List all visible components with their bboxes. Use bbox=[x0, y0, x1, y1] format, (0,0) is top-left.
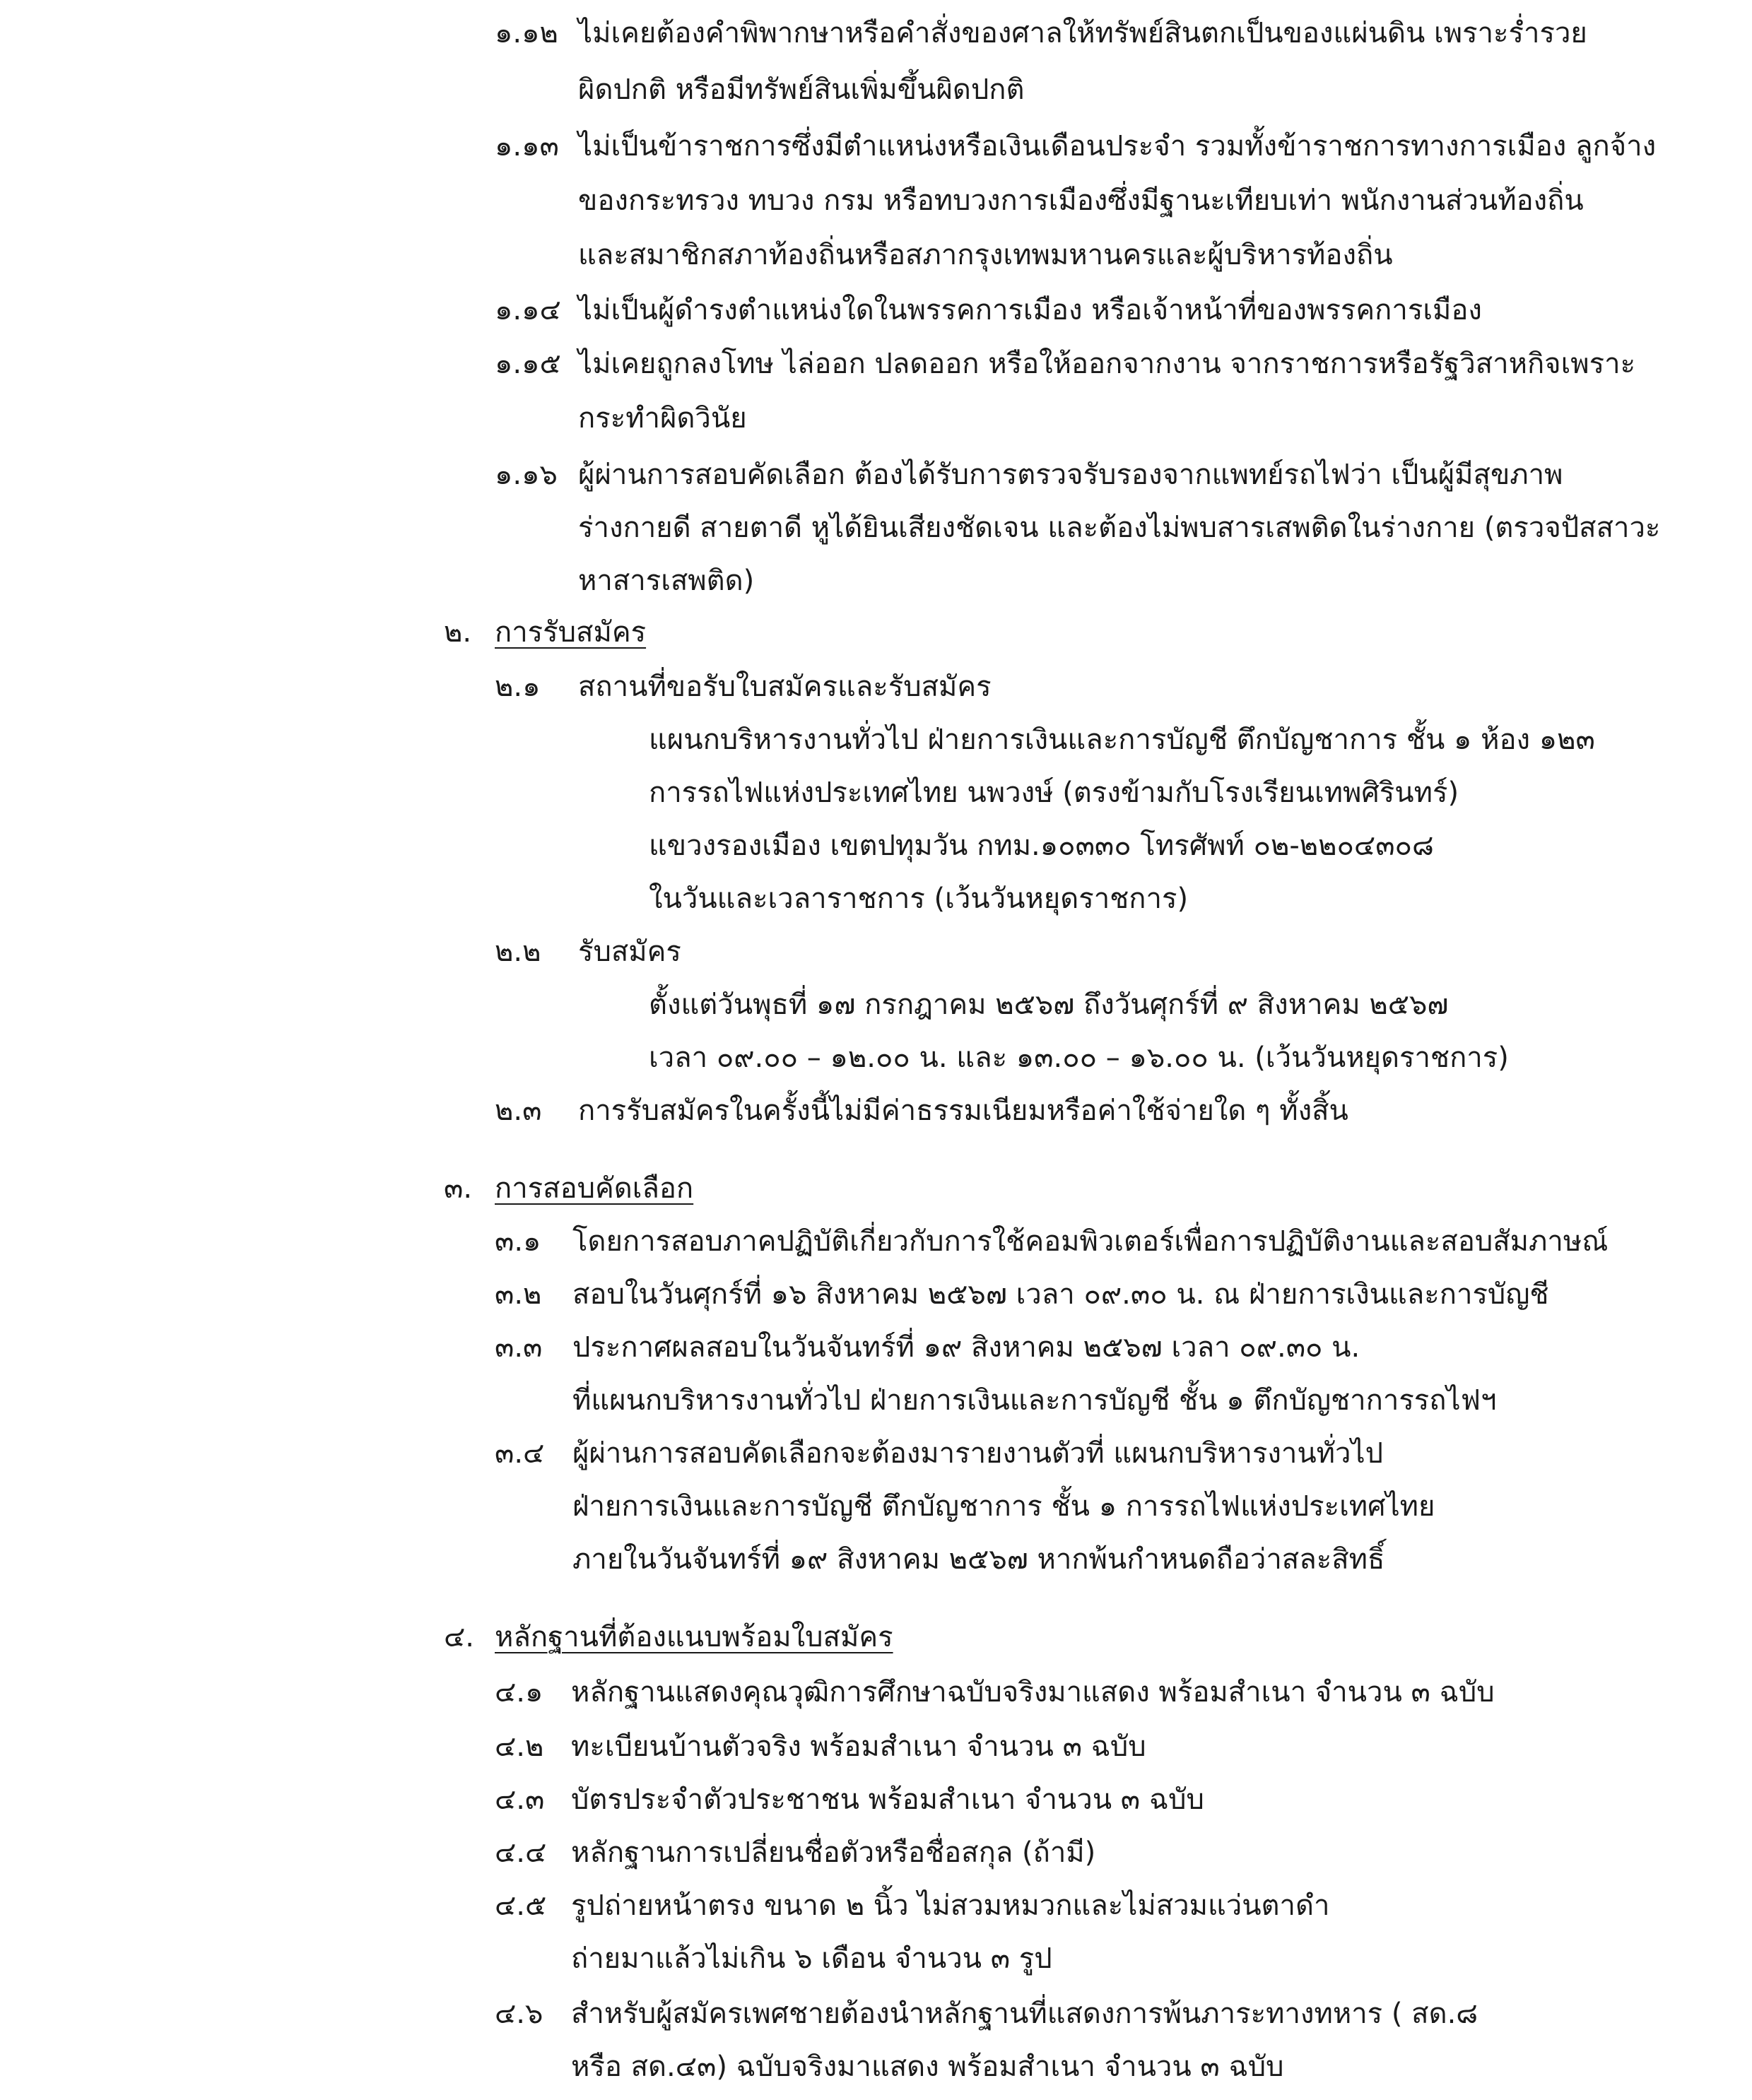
period-line: เวลา ๐๙.๐๐ – ๑๒.๐๐ น. และ ๑๓.๐๐ – ๑๖.๐๐ น. (เว้นวันหยุดราชการ) bbox=[649, 1042, 1509, 1074]
item-text: สอบในวันศุกร์ที่ ๑๖ สิงหาคม ๒๕๖๗ เวลา ๐๙.๓๐ น. ณ ฝ่ายการเงินและการบัญชี bbox=[572, 1278, 1549, 1311]
item-text: กระทำผิดวินัย bbox=[578, 402, 747, 435]
item-number: ๒.๓ bbox=[495, 1095, 542, 1127]
item-text: ร่างกายดี สายตาดี หูได้ยินเสียงชัดเจน และต้องไม่พบสารเสพติดในร่างกาย (ตรวจปัสสาวะ bbox=[578, 512, 1661, 544]
item-text: ทะเบียนบ้านตัวจริง พร้อมสำเนา จำนวน ๓ ฉบับ bbox=[571, 1730, 1146, 1763]
item-text: ผู้ผ่านการสอบคัดเลือก ต้องได้รับการตรวจรับรองจากแพทย์รถไฟว่า เป็นผู้มีสุขภาพ bbox=[578, 459, 1563, 491]
location-line: แผนกบริหารงานทั่วไป ฝ่ายการเงินและการบัญชี ตึกบัญชาการ ชั้น ๑ ห้อง ๑๒๓ bbox=[649, 724, 1595, 756]
item-text: สำหรับผู้สมัครเพศชายต้องนำหลักฐานที่แสดงการพ้นภาระทางทหาร ( สด.๘ bbox=[571, 1998, 1478, 2030]
item-number: ๔.๔ bbox=[495, 1836, 547, 1869]
section-number: ๒. bbox=[444, 616, 472, 649]
item-text: โดยการสอบภาคปฏิบัติเกี่ยวกับการใช้คอมพิวเตอร์เพื่อการปฏิบัติงานและสอบสัมภาษณ์ bbox=[572, 1225, 1609, 1258]
item-text: หาสารเสพติด) bbox=[578, 565, 755, 597]
item-text: หลักฐานแสดงคุณวุฒิการศึกษาฉบับจริงมาแสดง พร้อมสำเนา จำนวน ๓ ฉบับ bbox=[571, 1676, 1495, 1709]
item-text: ไม่เป็นข้าราชการซึ่งมีตำแหน่งหรือเงินเดือนประจำ รวมทั้งข้าราชการทางการเมือง ลูกจ้าง bbox=[578, 130, 1657, 163]
section-title: การสอบคัดเลือก bbox=[495, 1172, 694, 1205]
item-number: ๒.๒ bbox=[495, 936, 541, 968]
item-text: ถ่ายมาแล้วไม่เกิน ๖ เดือน จำนวน ๓ รูป bbox=[571, 1942, 1052, 1975]
location-line: ในวันและเวลาราชการ (เว้นวันหยุดราชการ) bbox=[649, 883, 1189, 915]
item-number: ๓.๒ bbox=[495, 1278, 542, 1311]
item-text: รูปถ่ายหน้าตรง ขนาด ๒ นิ้ว ไม่สวมหมวกและไม่สวมแว่นตาดำ bbox=[571, 1889, 1330, 1922]
item-text: ประกาศผลสอบในวันจันทร์ที่ ๑๙ สิงหาคม ๒๕๖๗ เวลา ๐๙.๓๐ น. bbox=[572, 1331, 1360, 1364]
item-text: บัตรประจำตัวประชาชน พร้อมสำเนา จำนวน ๓ ฉบับ bbox=[571, 1783, 1204, 1816]
section-title: หลักฐานที่ต้องแนบพร้อมใบสมัคร bbox=[495, 1621, 893, 1653]
section-number: ๓. bbox=[444, 1172, 473, 1205]
item-text: ผิดปกติ หรือมีทรัพย์สินเพิ่มขึ้นผิดปกติ bbox=[578, 73, 1025, 106]
item-number: ๔.๓ bbox=[495, 1783, 545, 1816]
section-title: การรับสมัคร bbox=[495, 616, 647, 649]
item-number: ๔.๖ bbox=[495, 1998, 543, 2030]
item-text: ฝ่ายการเงินและการบัญชี ตึกบัญชาการ ชั้น ๑ การรถไฟแห่งประเทศไทย bbox=[572, 1490, 1435, 1523]
item-text: หลักฐานการเปลี่ยนชื่อตัวหรือชื่อสกุล (ถ้ามี) bbox=[571, 1836, 1096, 1869]
item-number: ๔.๕ bbox=[495, 1889, 547, 1922]
item-number: ๔.๒ bbox=[495, 1730, 544, 1763]
item-text: รับสมัคร bbox=[578, 936, 681, 968]
item-text: สถานที่ขอรับใบสมัครและรับสมัคร bbox=[578, 671, 992, 703]
item-text: ภายในวันจันทร์ที่ ๑๙ สิงหาคม ๒๕๖๗ หากพ้นกำหนดถือว่าสละสิทธิ์ bbox=[572, 1543, 1385, 1576]
item-number: ๑.๑๕ bbox=[495, 348, 561, 380]
item-text: ของกระทรวง ทบวง กรม หรือทบวงการเมืองซึ่งมีฐานะเทียบเท่า พนักงานส่วนท้องถิ่น bbox=[578, 184, 1584, 217]
item-number: ๑.๑๔ bbox=[495, 294, 561, 326]
item-number: ๑.๑๖ bbox=[495, 459, 558, 491]
item-text: การรับสมัครในครั้งนี้ไม่มีค่าธรรมเนียมหรือค่าใช้จ่ายใด ๆ ทั้งสิ้น bbox=[578, 1095, 1348, 1127]
item-text: ไม่เป็นผู้ดำรงตำแหน่งใดในพรรคการเมือง หรือเจ้าหน้าที่ของพรรคการเมือง bbox=[578, 294, 1482, 326]
section-number: ๔. bbox=[444, 1621, 474, 1653]
location-line: การรถไฟแห่งประเทศไทย นพวงษ์ (ตรงข้ามกับโรงเรียนเทพศิรินทร์) bbox=[649, 777, 1459, 809]
item-text: ไม่เคยถูกลงโทษ ไล่ออก ปลดออก หรือให้ออกจากงาน จากราชการหรือรัฐวิสาหกิจเพราะ bbox=[578, 348, 1636, 380]
item-text: ผู้ผ่านการสอบคัดเลือกจะต้องมารายงานตัวที่ แผนกบริหารงานทั่วไป bbox=[572, 1437, 1383, 1470]
item-number: ๔.๑ bbox=[495, 1676, 543, 1709]
item-text: ไม่เคยต้องคำพิพากษาหรือคำสั่งของศาลให้ทรัพย์สินตกเป็นของแผ่นดิน เพราะร่ำรวย bbox=[578, 17, 1587, 49]
item-number: ๑.๑๒ bbox=[495, 17, 558, 49]
item-number: ๓.๓ bbox=[495, 1331, 543, 1364]
location-line: แขวงรองเมือง เขตปทุมวัน กทม.๑๐๓๓๐ โทรศัพท์ ๐๒-๒๒๐๔๓๐๘ bbox=[649, 830, 1434, 862]
item-text: และสมาชิกสภาท้องถิ่นหรือสภากรุงเทพมหานครและผู้บริหารท้องถิ่น bbox=[578, 239, 1393, 271]
item-number: ๓.๑ bbox=[495, 1225, 541, 1258]
item-number: ๑.๑๓ bbox=[495, 130, 559, 163]
item-number: ๓.๔ bbox=[495, 1437, 545, 1470]
item-text: หรือ สด.๔๓) ฉบับจริงมาแสดง พร้อมสำเนา จำนวน ๓ ฉบับ bbox=[571, 2051, 1284, 2083]
item-number: ๒.๑ bbox=[495, 671, 541, 703]
item-text: ที่แผนกบริหารงานทั่วไป ฝ่ายการเงินและการบัญชี ชั้น ๑ ตึกบัญชาการรถไฟฯ bbox=[572, 1384, 1497, 1417]
period-line: ตั้งแต่วันพุธที่ ๑๗ กรกฎาคม ๒๕๖๗ ถึงวันศุกร์ที่ ๙ สิงหาคม ๒๕๖๗ bbox=[649, 989, 1449, 1021]
